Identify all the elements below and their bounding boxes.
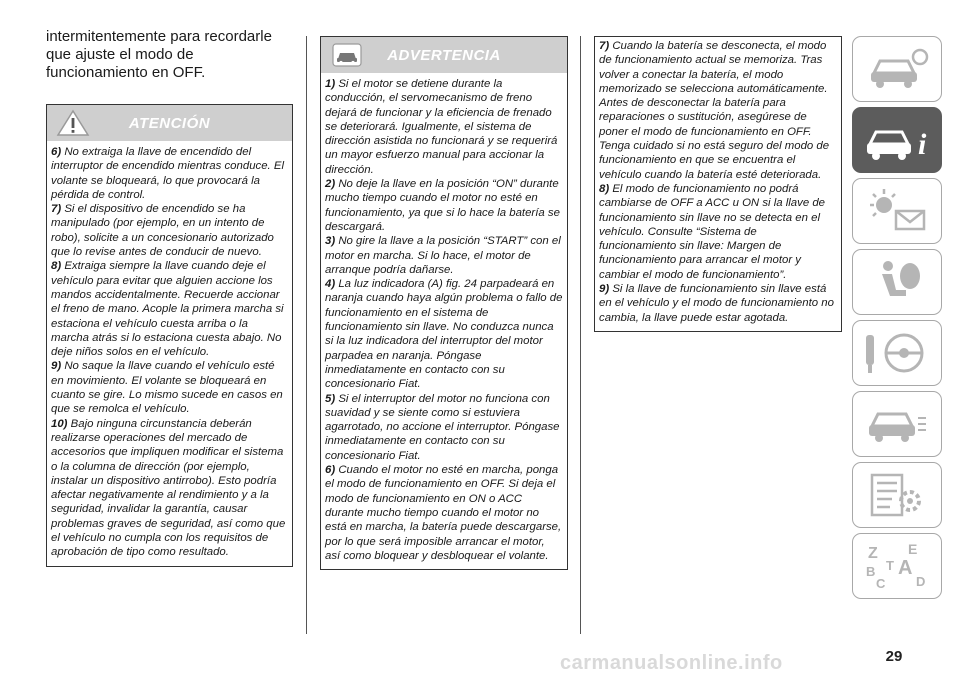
svg-text:E: E — [908, 541, 918, 557]
item-text: La luz indicadora (A) fig. 24 parpadeará en naranja cuando haya algún problema o fallo de funcionamiento en el sistema de funcionamiento sin llave. No conduzca nunca si la luz indicadora del interruptor del motor parpadea en naranja. Póngase inmediatamente en contacto con su concesionario Fiat. — [325, 278, 563, 391]
car-warning-icon — [329, 41, 365, 69]
item-number: 1) — [325, 78, 336, 90]
tab-emergency[interactable] — [852, 391, 942, 457]
tab-index[interactable] — [852, 533, 942, 599]
advertencia-body — [321, 73, 567, 569]
item-text: Extraiga siempre la llave cuando deje el vehículo para evitar que alguien accione los mandos accidentalmente. Recuerde accionar el freno de mano. Acople la primera marcha si estaciona el vehículo cuesta arriba o la marcha atrás si lo estaciona cuesta abajo. No deje niños solos en el vehículo. — [51, 260, 284, 359]
continuation-box — [594, 36, 842, 332]
alphabetical-index-icon — [862, 540, 932, 592]
atencion-box — [46, 104, 293, 567]
atencion-item — [51, 202, 288, 259]
item-number: 6) — [51, 146, 62, 158]
atencion-item — [51, 359, 288, 416]
continuation-item — [599, 39, 837, 182]
advertencia-header — [321, 37, 567, 73]
item-text: El modo de funcionamiento no podrá cambiarse de OFF a ACC u ON si la llave de funcionamiento sin llave no se detecta en el vehículo. Consulte “Sistema de funcionamiento sin llave: Margen de funcionamiento para arrancar el motor y cambiar el modo de funcionamiento”. — [599, 182, 825, 281]
continuation-item — [599, 182, 837, 282]
svg-text:B: B — [866, 564, 876, 579]
tab-safety[interactable] — [852, 249, 942, 315]
warning-lights-message-icon — [862, 185, 932, 237]
column-divider — [580, 36, 581, 634]
tab-warning-lights[interactable] — [852, 178, 942, 244]
continuation-item — [599, 282, 837, 325]
item-number: 2) — [325, 178, 336, 191]
watermark: carmanualsonline.info — [560, 652, 783, 674]
item-text: Bajo ninguna circunstancia deberán realizarse operaciones del mercado de accesorios que impliquen modificar el sistema o la columna de dirección (por ejemplo, instalar un dispositivo antirrobo). Esto podría afectar negativamente al rendimiento y a la seguridad, invalidar la garantía, causar problemas graves de seguridad, así como que el vehículo no cumpla con los requisitos de aprobación de tipo como resultado. — [51, 417, 286, 559]
advertencia-item — [325, 463, 563, 563]
item-number: 5) — [325, 392, 336, 405]
item-number: 7) — [599, 40, 610, 52]
car-info-icon — [862, 114, 932, 166]
svg-text:C: C — [876, 576, 886, 591]
advertencia-box — [320, 36, 568, 570]
atencion-item — [51, 259, 288, 359]
item-number: 10) — [51, 417, 68, 430]
item-text: Si el dispositivo de encendido se ha manipulado (por ejemplo, en un intento de robo), solicite a un concesionario autorizado que lo revise antes de conducir de nuevo. — [51, 203, 274, 259]
maintenance-checklist-icon — [862, 469, 932, 521]
item-text: No extraiga la llave de encendido del interruptor de encendido mientras conduce. El volante se bloqueará, lo que provocará la pérdida de control. — [51, 146, 285, 201]
item-number: 8) — [51, 260, 62, 273]
item-text: Si la llave de funcionamiento sin llave está en el vehículo y el modo de funcionamiento no cambia, la llave puede estar agotada. — [599, 283, 834, 324]
atencion-header — [47, 105, 292, 141]
intro-paragraph: intermitentemente para recordarle que ajuste el modo de funcionamiento en OFF. — [46, 28, 272, 81]
tab-starting-driving[interactable] — [852, 320, 942, 386]
item-text: Si el interruptor del motor no funciona con suavidad y se siente como si estuviera agarrotado, no accione el interruptor. Póngase inmediatamente en contacto con su concesionario Fiat. — [325, 392, 560, 462]
advertencia-item — [325, 234, 563, 277]
item-number: 4) — [325, 278, 336, 291]
advertencia-item — [325, 277, 563, 391]
atencion-title: ATENCIÓN — [128, 114, 211, 132]
item-number: 9) — [599, 283, 610, 296]
advertencia-item — [325, 392, 563, 463]
item-number: 3) — [325, 235, 336, 248]
advertencia-title: ADVERTENCIA — [387, 46, 501, 64]
item-number: 9) — [51, 360, 62, 373]
section-tabs — [852, 36, 944, 604]
svg-text:i: i — [918, 128, 927, 161]
atencion-item — [51, 417, 288, 560]
column-divider — [306, 36, 307, 634]
svg-text:A: A — [898, 557, 913, 579]
tab-maintenance[interactable] — [852, 462, 942, 528]
item-text: No deje la llave en la posición “ON” durante mucho tiempo cuando el motor no esté en funcionamiento, ya que si lo hace la batería se descargará. — [325, 178, 560, 233]
car-breakdown-icon — [862, 398, 932, 450]
advertencia-item — [325, 77, 563, 177]
column-middle — [320, 36, 568, 570]
page-number: 29 — [885, 648, 903, 665]
svg-text:T: T — [886, 558, 894, 573]
column-left — [46, 28, 293, 567]
atencion-item — [51, 145, 288, 202]
column-right — [594, 36, 842, 332]
key-steering-wheel-icon — [862, 327, 932, 379]
car-outline-icon — [862, 43, 932, 95]
warning-triangle-icon — [55, 109, 91, 137]
item-number: 8) — [599, 182, 610, 195]
item-text: Si el motor se detiene durante la conducción, el servomecanismo de freno dejará de funcionar y la eficiencia de frenado se deteriorará. Igualmente, el sistema de dirección asistida no funcionará y se requerirá un mayor esfuerzo manual para accionar la dirección. — [325, 78, 558, 176]
svg-text:Z: Z — [868, 545, 878, 562]
item-number: 6) — [325, 464, 336, 477]
tab-car-info[interactable] — [852, 107, 942, 173]
item-text: Cuando el motor no esté en marcha, ponga el modo de funcionamiento en OFF. Si deja el modo de funcionamiento en ON o ACC durante mucho tiempo cuando el motor no está en marcha, la batería puede descargarse, por lo que será imposible arrancar el motor, así como bloquear y desbloquear el volante. — [325, 464, 562, 562]
item-number: 7) — [51, 203, 62, 216]
continuation-body — [595, 37, 841, 331]
tab-car-overview[interactable] — [852, 36, 942, 102]
item-text: No saque la llave cuando el vehículo esté en movimiento. El volante se bloqueará en cuanto se gire. Lo mismo sucede en casos en que se remolca el vehículo. — [51, 360, 283, 416]
svg-text:D: D — [916, 574, 926, 589]
advertencia-item — [325, 177, 563, 234]
item-text: No gire la llave a la posición “START” con el motor en marcha. Si lo hace, el motor de arranque podría dañarse. — [325, 235, 561, 276]
item-text: Cuando la batería se desconecta, el modo de funcionamiento actual se memoriza. Tras volver a conectar la batería, el modo memorizado se selecciona automáticamente. Antes de desconectar la batería para reparaciones o sustitución, asegúrese de poner el modo de funcionamiento en OFF. Tenga cuidado si no está seguro del modo de funcionamiento en que se encuentra el vehículo cuando la batería esté deteriorada. — [599, 40, 830, 181]
airbag-seat-icon — [862, 256, 932, 308]
atencion-body — [47, 141, 292, 566]
